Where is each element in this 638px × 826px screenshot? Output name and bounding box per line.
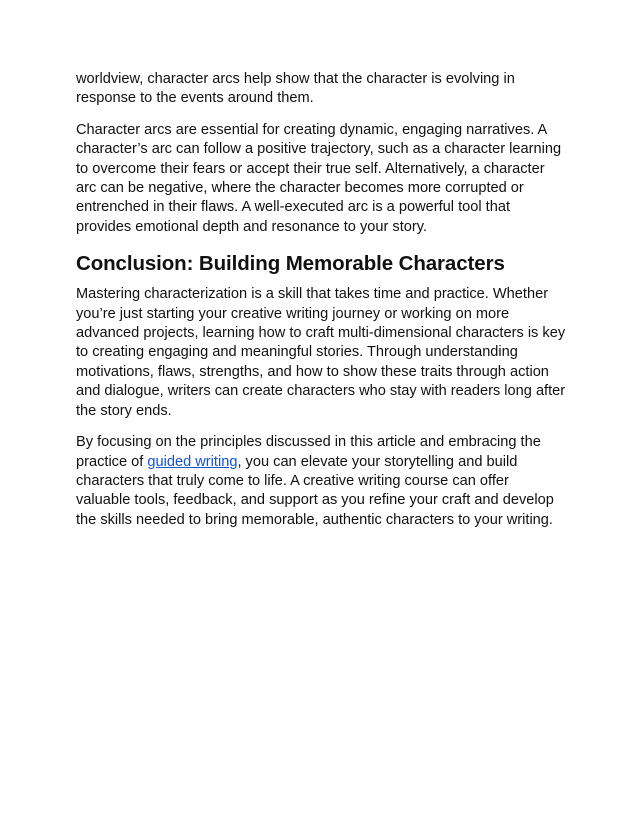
guided-writing-link[interactable]: guided writing (147, 453, 238, 470)
paragraph-text-after-link: , you can elevate your storytelling and build characters that truly come to life. A creative writing course can offer valuable tools, feedback, and support as you refine your craft and develop the skills needed to bring memorable, authentic characters to your writing. (76, 453, 554, 528)
section-heading: Conclusion: Building Memorable Characters (76, 252, 505, 276)
paragraph-mastering: Mastering characterization is a skill that takes time and practice. Whether you’re just starting your creative writing journey or working on more advanced projects, learning how to craft multi-dimensional characters is key to creating engaging and meaningful stories. Through understanding motivations, flaws, strengths, and how to show these traits through action and dialogue, writers can create characters who stay with readers long after the story ends. (76, 286, 566, 419)
document-page (76, 70, 566, 542)
paragraph-text-before-link: By focusing on the principles discussed in this article and embracing the practice of (76, 434, 541, 470)
paragraph-character-arcs: Character arcs are essential for creating dynamic, engaging narratives. A character’s arc can follow a positive trajectory, such as a character learning to overcome their fears or accept their true self. Alternatively, a character arc can be negative, where the character becomes more corrupted or entrenched in their flaws. A well-executed arc is a powerful tool that provides emotional depth and resonance to your story. (76, 121, 562, 235)
paragraph-focusing (76, 433, 566, 530)
paragraph-worldview: worldview, character arcs help show that the character is evolving in response to the events around them. (76, 71, 515, 107)
